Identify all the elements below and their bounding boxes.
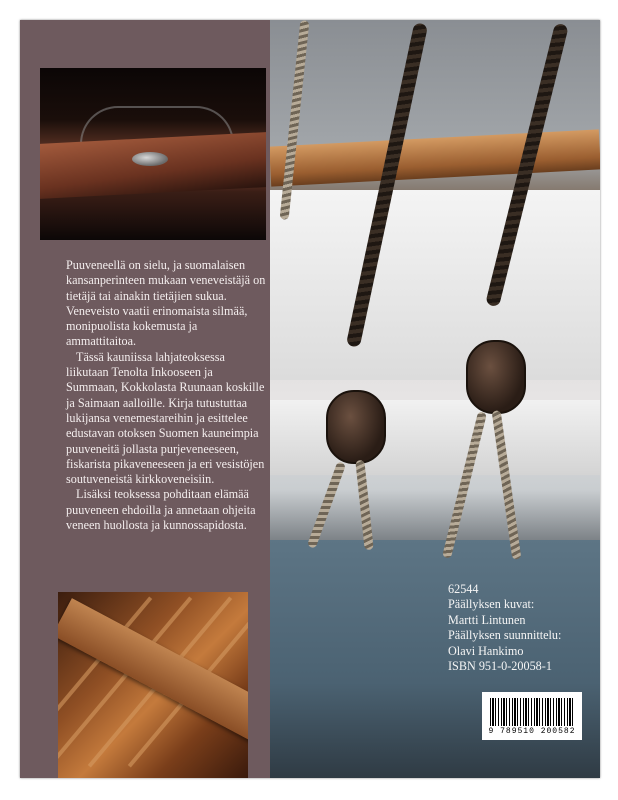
barcode-digits: 9 789510 200582 <box>488 727 576 736</box>
product-code: 62544 <box>448 582 479 596</box>
barcode-bars <box>490 698 574 726</box>
back-cover-blurb <box>66 258 266 533</box>
cover-photos-by: Martti Lintunen <box>448 612 526 627</box>
left-text-panel <box>20 20 270 778</box>
white-deck-box <box>270 400 600 475</box>
boat-planks-photo <box>58 592 248 778</box>
wooden-boom <box>270 129 600 186</box>
pulley-block-left <box>326 390 386 464</box>
barcode <box>482 692 582 740</box>
white-sail <box>270 190 600 380</box>
boat-deck-photo <box>40 68 266 240</box>
cover-design-by: Olavi Hankimo <box>448 643 524 658</box>
blurb-paragraph: Tässä kauniissa lahjateoksessa liikutaan Tenolta Inkooseen ja Summaan, Kokkolasta Ruunaan koskille ja Saimaan aalloille. Kirja tutustuttaa lukijansa venemestareihin ja esittelee edustavan otoksen Suomen kauneimpia puuveneitä jollasta purjeveneeseen, fiskarista pikaveneeseen ja eri vesistöjen soutuveneistä kirkkoveneisiin. <box>66 349 265 487</box>
blurb-paragraph: Puuveneellä on sielu, ja suomalaisen kansanperinteen mukaan veneveistäjä on tietäjä tai ainakin tietäjien sukua. Veneveisto vaatii erinomaista silmää, monipuolista kokemusta ja ammattitaitoa. <box>66 258 266 349</box>
cover-design-label: Päällyksen suunnittelu: <box>448 628 562 643</box>
blurb-paragraph: Lisäksi teoksessa pohditaan elämää puuveneen ehdoilla ja annetaan ohjeita veneen huollosta ja kunnossapidosta. <box>66 487 256 533</box>
cover-photos-label: Päällyksen kuvat: <box>448 597 535 612</box>
pulley-block-right <box>466 340 526 414</box>
isbn: ISBN 951-0-20058-1 <box>448 659 552 674</box>
deck-fitting <box>132 152 168 166</box>
credits-block <box>448 582 561 674</box>
